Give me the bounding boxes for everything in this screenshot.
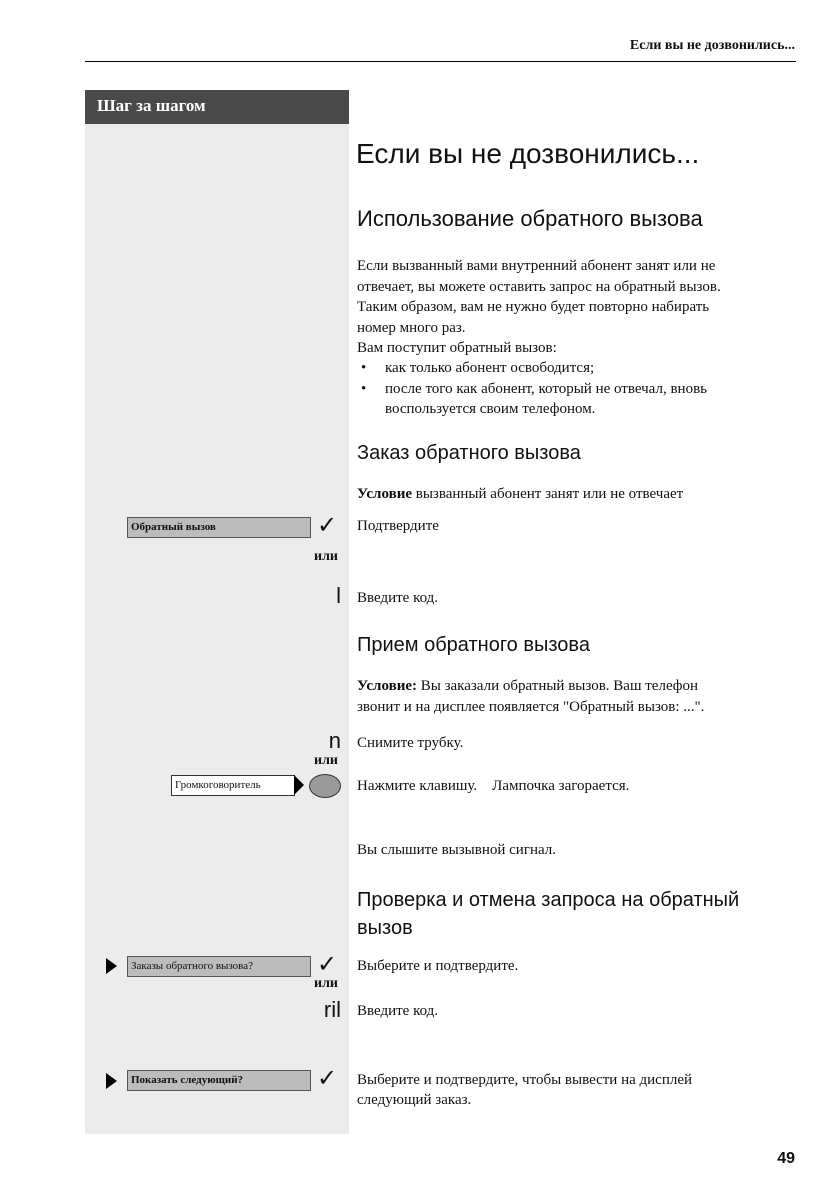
- condition-text: вызванный абонент занят или не отвечает: [412, 486, 684, 502]
- heading-line: вызов: [357, 917, 413, 939]
- section-heading-callback-usage: Использование обратного вызова: [357, 206, 703, 231]
- condition-line: [357, 676, 698, 696]
- ringing-signal-text: Вы слышите вызывной сигнал.: [357, 842, 557, 858]
- lift-handset-text: Снимите трубку.: [357, 735, 464, 751]
- page-number: 49: [777, 1150, 795, 1167]
- condition-text: Вы заказали обратный вызов. Ваш телефон: [417, 678, 699, 694]
- condition-label: Условие: [357, 486, 412, 502]
- condition-line-2: звонит и на дисплее появляется "Обратный вызов: ...".: [357, 699, 705, 715]
- handset-symbol: n: [328, 728, 341, 753]
- condition-line: [357, 484, 683, 504]
- page-title: Если вы не дозвонились...: [356, 138, 700, 169]
- bullet-item: • после того как абонент, который не отвечал, вновь воспользуется своим телефоном.: [357, 379, 797, 420]
- or-label: или: [314, 976, 338, 991]
- select-confirm-text: Выберите и подтвердите.: [357, 958, 519, 974]
- header-rule: [85, 61, 796, 62]
- intro-paragraph: [357, 256, 797, 359]
- sidebar-column: [85, 124, 349, 1134]
- confirm-text: Подтвердите: [357, 518, 439, 534]
- key-pointer-icon: [294, 775, 304, 795]
- intro-line: Вам поступит обратный вызов:: [357, 340, 557, 356]
- heading-line: Проверка и отмена запроса на обратный: [357, 889, 740, 911]
- code-symbol: l: [336, 583, 341, 608]
- check-icon[interactable]: ✓: [317, 513, 338, 539]
- display-option-show-next[interactable]: Показать следующий?: [127, 1070, 311, 1091]
- display-option-callback-orders[interactable]: Заказы обратного вызова?: [127, 956, 311, 977]
- or-label: или: [314, 753, 338, 768]
- display-option-callback[interactable]: Обратный вызов: [127, 517, 311, 538]
- section-heading-check-cancel: [357, 886, 739, 942]
- select-next-text: [357, 1070, 797, 1110]
- arrow-right-icon: [106, 1073, 117, 1089]
- check-icon[interactable]: ✓: [317, 952, 338, 978]
- intro-line: отвечает, вы можете оставить запрос на обратный вызов.: [357, 278, 721, 295]
- bullet-item: • как только абонент освободится;: [357, 358, 797, 379]
- or-label: или: [314, 549, 338, 564]
- check-icon[interactable]: ✓: [317, 1066, 338, 1092]
- intro-line: Если вызванный вами внутренний абонент занят или не: [357, 258, 716, 274]
- speaker-key-led-icon[interactable]: [309, 774, 341, 798]
- condition-label: Условие:: [357, 678, 417, 694]
- text-line: Выберите и подтвердите, чтобы вывести на дисплей: [357, 1072, 693, 1088]
- enter-code-text: Введите код.: [357, 590, 439, 606]
- section-heading-receive-callback: Прием обратного вызова: [357, 634, 590, 656]
- arrow-right-icon: [106, 958, 117, 974]
- text-line: следующий заказ.: [357, 1092, 472, 1108]
- intro-line: номер много раз.: [357, 319, 466, 336]
- section-heading-order-callback: Заказ обратного вызова: [357, 442, 581, 464]
- bullet-list: [357, 358, 797, 420]
- code-symbol: ril: [323, 997, 341, 1022]
- enter-code-text: Введите код.: [357, 1003, 439, 1019]
- intro-line: Таким образом, вам не нужно будет повторно набирать: [357, 299, 710, 315]
- press-key-text: Нажмите клавишу. Лампочка загорается.: [357, 778, 630, 794]
- speaker-key-label[interactable]: Громкоговоритель: [171, 775, 295, 796]
- sidebar-title: Шаг за шагом: [85, 90, 349, 124]
- running-header: Если вы не дозвонились...: [629, 38, 795, 53]
